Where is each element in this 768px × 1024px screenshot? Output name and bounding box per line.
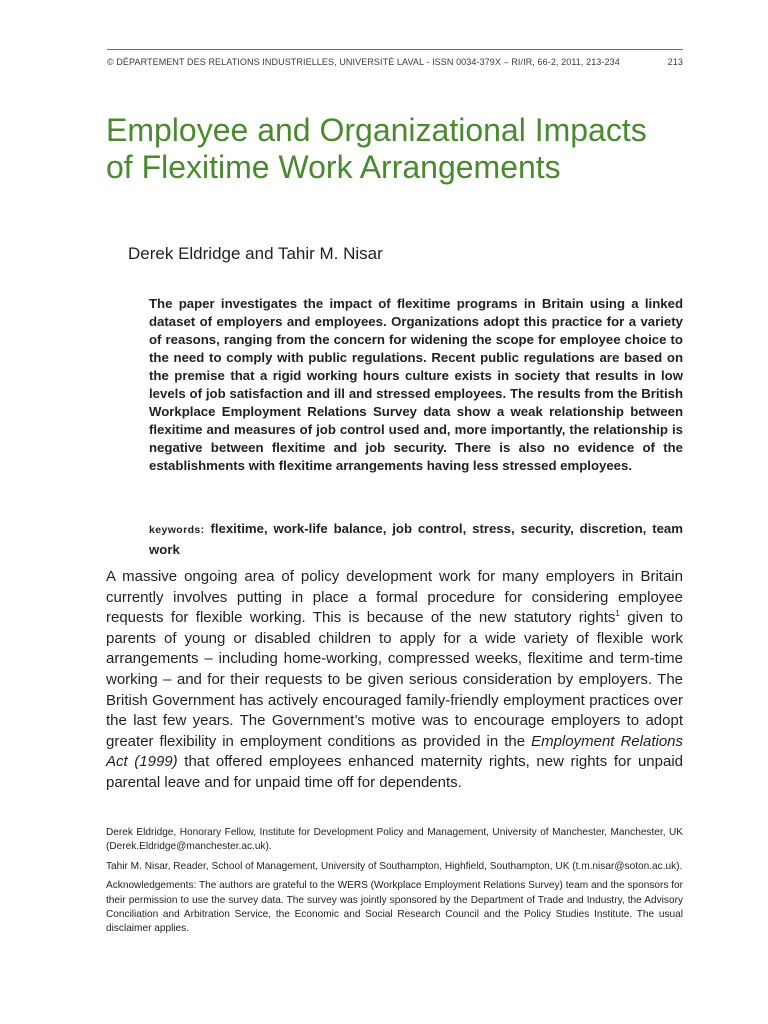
acknowledgements: Acknowledgements: The authors are grateful to the WERS (Workplace Employment Relations Survey) team and the sponsors for their permission to use the survey data. The survey was jointly sponsored by the Department of Trade and Industry, the Advisory Conciliation and Arbitration Service, the Economic and Social Research Council and the Policy Studies Institute. The usual disclaimer applies. (106, 880, 683, 935)
abstract-text: The paper investigates the impact of flexitime programs in Britain using a linked dataset of employers and employees. Organizations adopt this practice for a variety of reasons, ranging from the concern for widening the scope for employee choice to the need to comply with public regulations. Recent public regulations are based on the premise that a rigid working hours culture exists in society that results in low levels of job satisfaction and ill and stressed employees. The results from the British Workplace Employment Relations Survey data show a weak relationship between flexitime and measures of job control used and, more importantly, the relationship is negative between flexitime and job security. There is also no evidence of the establishments with flexitime arrangements having less stressed employees. (149, 296, 683, 473)
page-number: 213 (667, 57, 683, 67)
keywords (149, 519, 683, 559)
keywords-label: keywords: (149, 524, 205, 536)
page-header (107, 49, 683, 67)
body-text-part1: A massive ongoing area of policy development work for many employers in Britain currently involves putting in place a formal procedure for considering employee requests for flexible working. This is because of the new statutory rights (106, 568, 683, 627)
body-paragraph (106, 567, 683, 794)
keywords-list: flexitime, work-life balance, job control, stress, security, discretion, team work (149, 521, 683, 557)
author-note-nisar: Tahir M. Nisar, Reader, School of Management, University of Southampton, Highfield, Southampton, UK (t.m.nisar@soton.ac.uk). (106, 860, 683, 872)
author-note-eldridge: Derek Eldridge, Honorary Fellow, Institute for Development Policy and Management, University of Manchester, Manchester, UK (Derek.Eldridge@manchester.ac.uk). (106, 827, 683, 853)
author-notes (106, 826, 683, 942)
article-authors: Derek Eldridge and Tahir M. Nisar (128, 244, 383, 263)
running-head: © DÉPARTEMENT DES RELATIONS INDUSTRIELLES, UNIVERSITÉ LAVAL - ISSN 0034-379X – RI/IR, 66-2, 2011, 213-234 (107, 57, 620, 67)
abstract (149, 295, 683, 475)
body-text-part3: that offered employees enhanced maternity rights, new rights for unpaid parental leave and for unpaid time off for dependents. (106, 753, 683, 791)
body-text-part2: given to parents of young or disabled children to apply for a wide variety of flexible work arrangements – including home-working, compressed weeks, flexitime and term-time working – and for their requests to be given serious consideration by employers. The British Government has actively encouraged family-friendly employment practices over the last few years. The Government’s motive was to encourage employers to adopt greater flexibility in employment conditions as provided in the (106, 609, 683, 750)
article-title: Employee and Organizational Impacts of Flexitime Work Arrangements (106, 112, 647, 185)
footnote-ref: 1 (615, 609, 620, 619)
act-title: Employment Relations Act (1999) (106, 732, 683, 771)
